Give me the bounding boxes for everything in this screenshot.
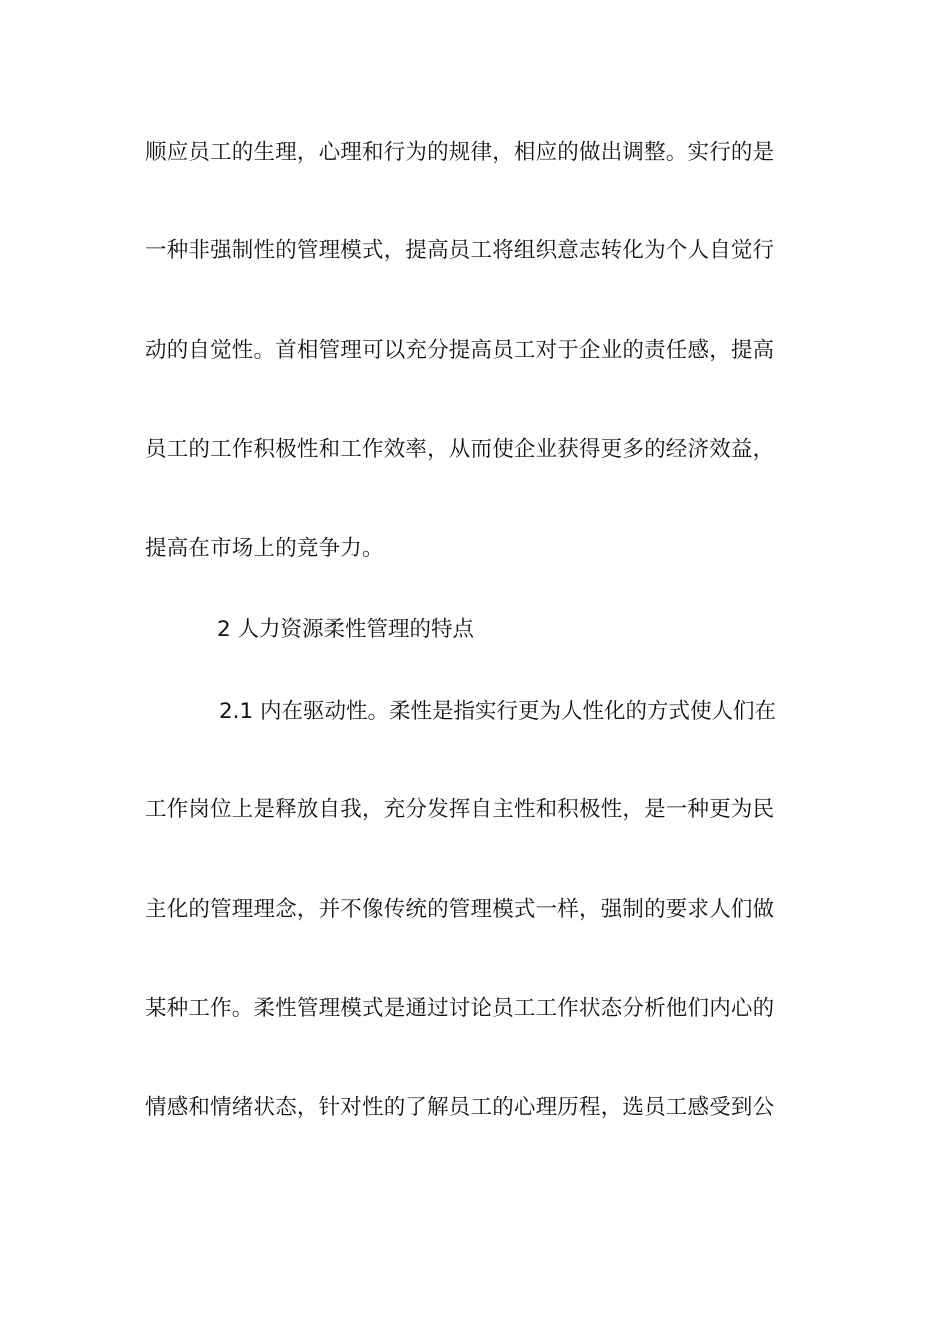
paragraph-line: 2.1 内在驱动性。柔性是指实行更为人性化的方式使人们在: [219, 699, 777, 724]
section-heading: 2 人力资源柔性管理的特点: [217, 617, 475, 642]
paragraph-line: 主化的管理理念，并不像传统的管理模式一样，强制的要求人们做: [145, 897, 775, 922]
paragraph-line: 提高在市场上的竞争力。: [145, 536, 384, 561]
paragraph-line: 顺应员工的生理，心理和行为的规律，相应的做出调整。实行的是: [145, 140, 775, 165]
paragraph-line: 员工的工作积极性和工作效率，从而使企业获得更多的经济效益，: [145, 437, 775, 462]
paragraph-line: 动的自觉性。首相管理可以充分提高员工对于企业的责任感，提高: [145, 338, 775, 363]
paragraph-line: 一种非强制性的管理模式，提高员工将组织意志转化为个人自觉行: [145, 238, 775, 263]
paragraph-line: 某种工作。柔性管理模式是通过讨论员工工作状态分析他们内心的: [145, 996, 775, 1021]
paragraph-line: 情感和情绪状态，针对性的了解员工的心理历程，选员工感受到公: [145, 1095, 775, 1120]
paragraph-line: 工作岗位上是释放自我，充分发挥自主性和积极性，是一种更为民: [145, 797, 775, 822]
